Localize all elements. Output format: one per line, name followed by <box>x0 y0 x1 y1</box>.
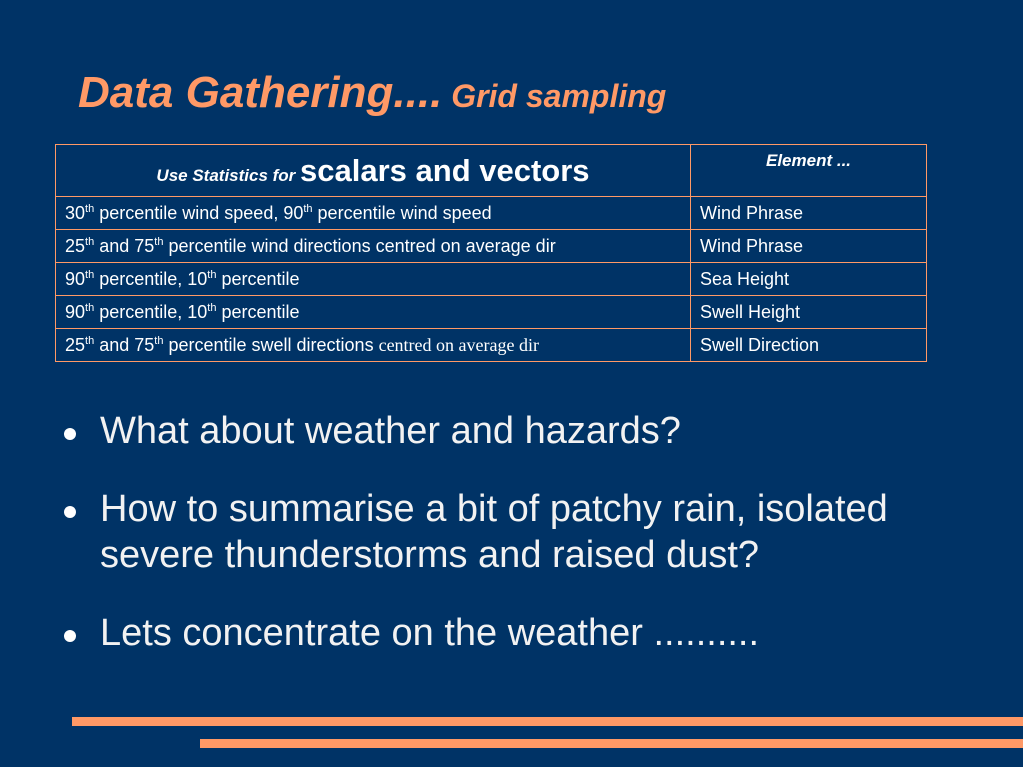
ordinal-suffix: th <box>154 235 164 248</box>
table-row <box>56 230 927 263</box>
decorative-stripe-bottom <box>200 739 1023 748</box>
statistic-cell <box>56 329 691 362</box>
table-header-row <box>56 145 927 197</box>
header-element: Element ... <box>691 145 927 197</box>
ordinal-suffix: th <box>207 301 217 314</box>
statistic-text: 25 <box>65 235 86 256</box>
statistic-cell <box>56 296 691 329</box>
statistic-cell <box>56 263 691 296</box>
bullet-item <box>60 486 1000 578</box>
statistic-text: centred on average dir <box>378 334 539 355</box>
element-cell: Swell Direction <box>691 329 927 362</box>
statistic-text: 30 <box>65 202 86 223</box>
element-cell: Wind Phrase <box>691 230 927 263</box>
decorative-stripe-top <box>72 717 1023 726</box>
ordinal-suffix: th <box>154 334 164 347</box>
statistic-text: percentile wind speed <box>312 202 492 223</box>
table-row <box>56 329 927 362</box>
statistic-text: 90 <box>65 301 86 322</box>
statistic-text: percentile, 10 <box>94 301 208 322</box>
statistic-cell <box>56 230 691 263</box>
ordinal-suffix: th <box>85 268 95 281</box>
statistic-cell <box>56 197 691 230</box>
element-cell: Wind Phrase <box>691 197 927 230</box>
element-cell: Swell Height <box>691 296 927 329</box>
table-row <box>56 197 927 230</box>
bullet-list <box>60 408 1000 688</box>
statistic-text: percentile wind directions centred on average dir <box>163 235 556 256</box>
statistic-text: percentile <box>216 268 300 289</box>
statistic-text: percentile swell directions <box>163 334 379 355</box>
bullet-item <box>60 610 1000 656</box>
statistic-text: 90 <box>65 268 86 289</box>
statistic-text: percentile <box>216 301 300 322</box>
header-statistics-prefix: Use Statistics for <box>156 165 296 185</box>
statistic-text: percentile wind speed, 90 <box>94 202 304 223</box>
bullet-text: How to summarise a bit of patchy rain, isolated severe thunderstorms and raised dust? <box>100 488 888 576</box>
bullet-text: What about weather and hazards? <box>100 410 681 452</box>
ordinal-suffix: th <box>85 334 95 347</box>
statistic-text: percentile, 10 <box>94 268 208 289</box>
table-row <box>56 296 927 329</box>
bullet-dot-icon <box>64 428 76 440</box>
ordinal-suffix: th <box>85 301 95 314</box>
statistic-text: and 75 <box>94 334 155 355</box>
slide-title <box>78 68 666 118</box>
bullet-dot-icon <box>64 630 76 642</box>
element-cell: Sea Height <box>691 263 927 296</box>
bullet-text: Lets concentrate on the weather .......... <box>100 612 760 654</box>
statistic-text: and 75 <box>94 235 155 256</box>
slide-title-sub: Grid sampling <box>451 78 667 114</box>
ordinal-suffix: th <box>85 235 95 248</box>
statistics-table <box>55 144 927 362</box>
slide-title-main: Data Gathering.... <box>78 68 443 117</box>
bullet-dot-icon <box>64 506 76 518</box>
ordinal-suffix: th <box>85 202 95 215</box>
ordinal-suffix: th <box>303 202 313 215</box>
header-statistics-emphasis: scalars and vectors <box>300 152 590 188</box>
table-body <box>56 197 927 362</box>
table-row <box>56 263 927 296</box>
statistic-text: 25 <box>65 334 86 355</box>
header-statistics <box>56 145 691 197</box>
bullet-item <box>60 408 1000 454</box>
ordinal-suffix: th <box>207 268 217 281</box>
